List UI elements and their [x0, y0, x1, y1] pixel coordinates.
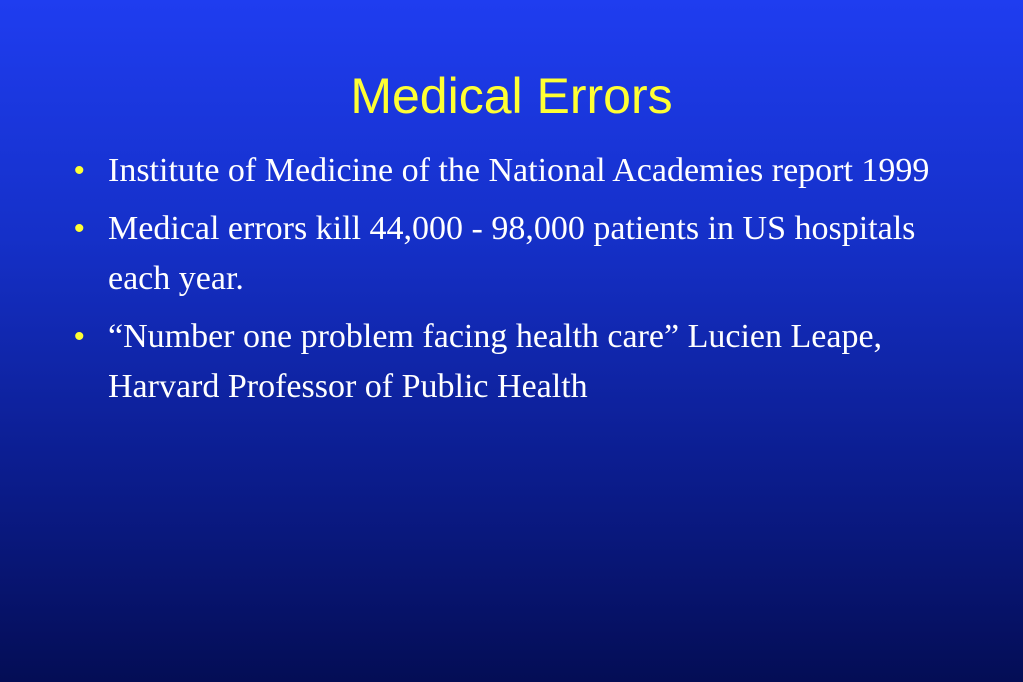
bullet-item: [72, 312, 952, 412]
bullet-text: Medical errors kill 44,000 - 98,000 patients in US hospitals each year.: [108, 210, 916, 297]
bullet-text: “Number one problem facing health care” Lucien Leape, Harvard Professor of Public Health: [108, 318, 883, 405]
bullet-item: [72, 204, 952, 304]
bullet-point-icon: •: [74, 320, 85, 353]
bullet-list: [72, 146, 952, 420]
bullet-text: Institute of Medicine of the National Academies report 1999: [108, 152, 930, 189]
bullet-item: [72, 146, 952, 196]
bullet-point-icon: •: [74, 154, 85, 187]
slide-title: Medical Errors: [350, 68, 673, 124]
bullet-point-icon: •: [74, 212, 85, 245]
